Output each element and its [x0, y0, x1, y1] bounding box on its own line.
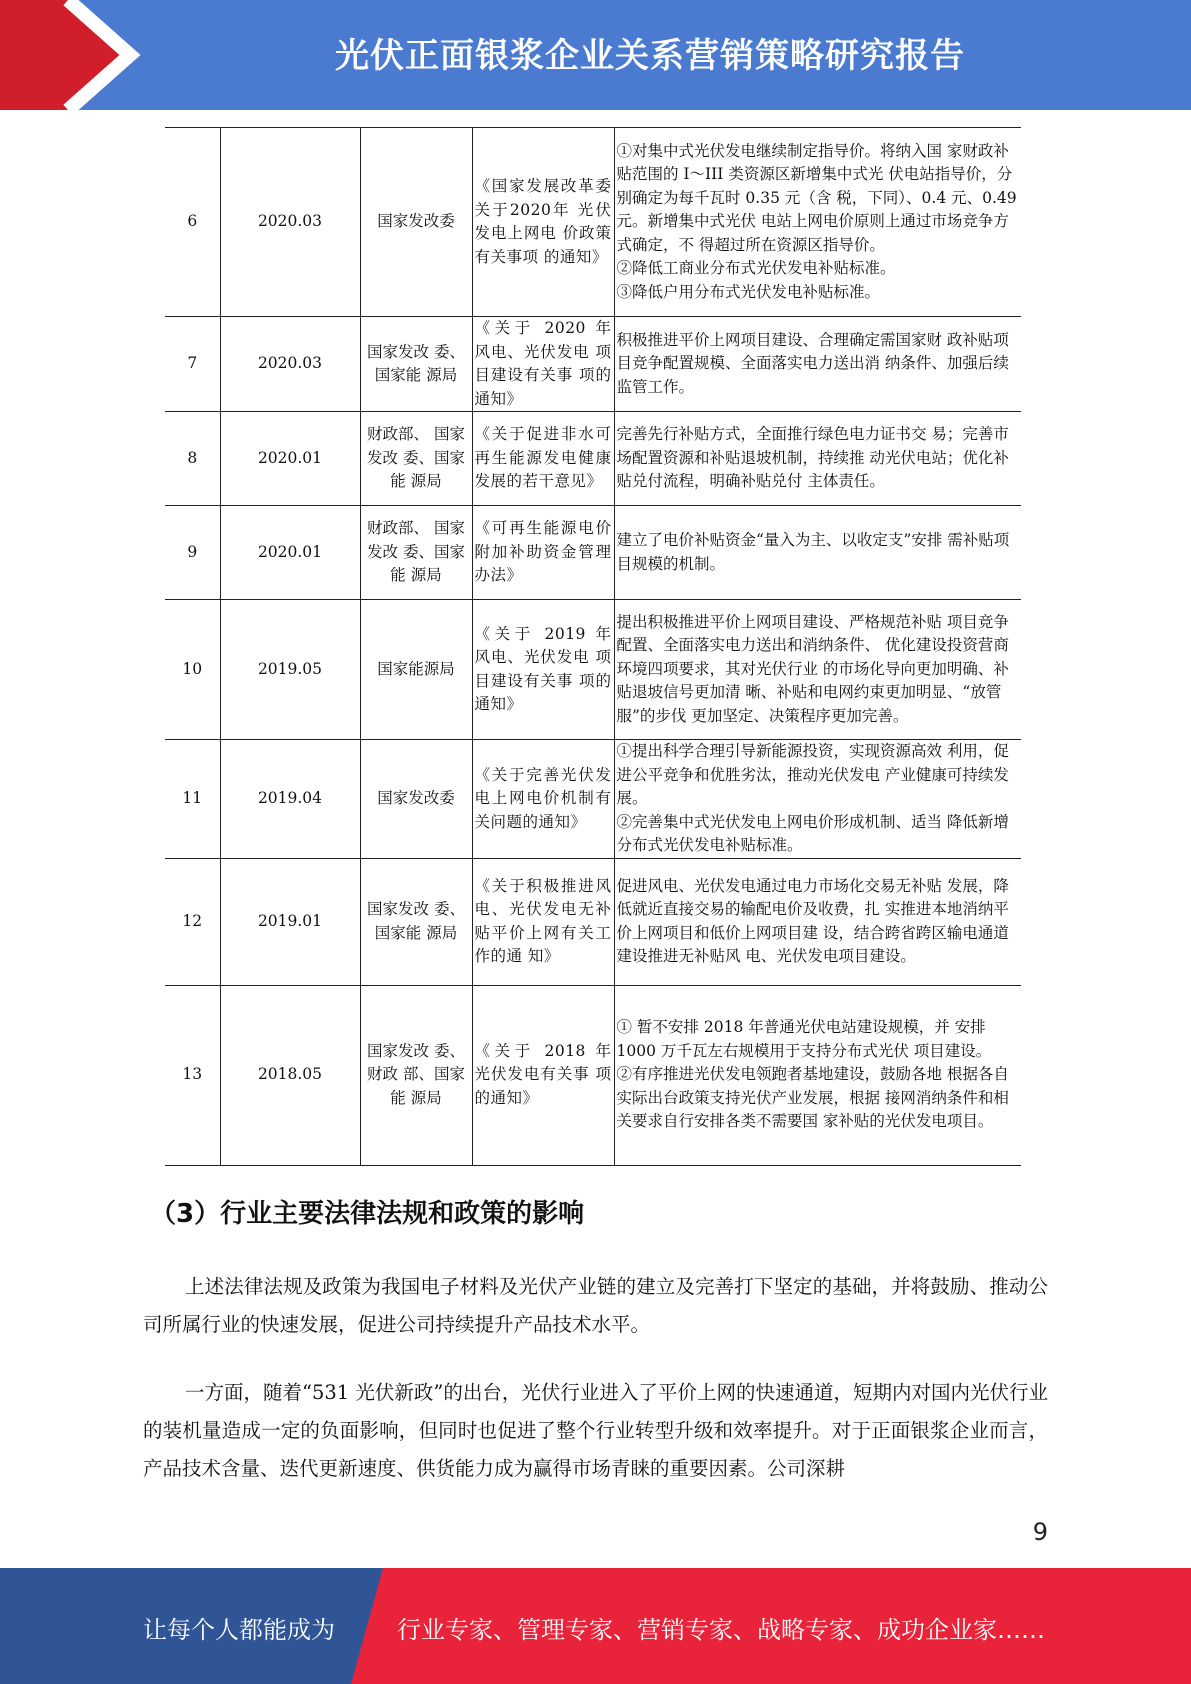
content-item: ① 暂不安排 2018 年普通光伏电站建设规模，并 安排 1000 万千瓦左右规模用于支持分布式光伏 项目建设。: [616, 1018, 992, 1060]
row-department-cell: 国家发改 委、国家能 源局: [360, 317, 472, 412]
content-item: ①提出科学合理引导新能源投资，实现资源高效 利用，促进公平竞争和优胜劣汰，推动光伏发电 产业健康可持续发展。: [616, 742, 1009, 807]
table-row: [165, 985, 1021, 1165]
row-date-cell: 2019.05: [220, 600, 360, 740]
row-document-cell: 《关于完善光伏发电上网电价机制有关问题的通知》: [472, 740, 614, 859]
row-content-cell: [614, 858, 1021, 985]
row-date-cell: 2019.04: [220, 740, 360, 859]
footer-slogan-right: 行业专家、管理专家、营销专家、战略专家、成功企业家……: [397, 1616, 1045, 1644]
row-date-cell: 2018.05: [220, 985, 360, 1165]
policy-table: [165, 127, 1021, 1166]
content-item: ②降低工商业分布式光伏发电补贴标准。: [616, 259, 896, 278]
row-document-cell: 《国家发展改革委关于2020年 光伏发电上网电 价政策有关事项 的通知》: [472, 128, 614, 317]
row-number-cell: 7: [165, 317, 220, 412]
page-header: [0, 0, 1191, 110]
row-number-cell: 10: [165, 600, 220, 740]
table-row: [165, 128, 1021, 317]
row-department-cell: 国家发改委: [360, 740, 472, 859]
row-document-cell: 《关于 2019 年 风电、光伏发电 项目建设有关事 项的通知》: [472, 600, 614, 740]
row-date-cell: 2020.03: [220, 317, 360, 412]
content-item: ②完善集中式光伏发电上网电价形成机制、适当 降低新增分布式光伏发电补贴标准。: [616, 812, 1009, 854]
row-number-cell: 11: [165, 740, 220, 859]
table-row: [165, 506, 1021, 600]
row-content-cell: [614, 506, 1021, 600]
content-item: ①对集中式光伏发电继续制定指导价。将纳入国 家财政补贴范围的 I～III 类资源区新增集中式光 伏电站指导价，分别确定为每千瓦时 0.35 元（含 税，下同）、0.4 元、0.49 元。新增集中式光伏 电站上网电价原则上通过市场竞争方式确定，不 得超过所在资源区指导价。: [616, 141, 1017, 254]
row-document-cell: 《关于 2020 年 风电、光伏发电 项目建设有关事 项的通知》: [472, 317, 614, 412]
page-number: 9: [1032, 1518, 1048, 1546]
row-number-cell: 9: [165, 506, 220, 600]
row-department-cell: 国家能源局: [360, 600, 472, 740]
content-item: ②有序推进光伏发电领跑者基地建设，鼓励各地 根据各自实际出台政策支持光伏产业发展，根据 接网消纳条件和相关要求自行安排各类不需要国 家补贴的光伏发电项目。: [616, 1065, 1009, 1131]
row-date-cell: 2019.01: [220, 858, 360, 985]
paragraph-1: 上述法律法规及政策为我国电子材料及光伏产业链的建立及完善打下坚定的基础，并将鼓励、推动公司所属行业的快速发展，促进公司持续提升产品技术水平。: [143, 1275, 1048, 1336]
page-footer: [0, 1568, 1191, 1684]
row-department-cell: 国家发改 委、财政 部、国家能 源局: [360, 985, 472, 1165]
content-item: 提出积极推进平价上网项目建设、严格规范补贴 项目竞争配置、全面落实电力送出和消纳条件、 优化建设投资营商环境四项要求，其对光伏行业 的市场化导向更加明确、补贴退坡信号更加清 晰、补贴和电网约束更加明显、“放管服”的步伐 更加坚定、决策程序更加完善。: [616, 612, 1009, 725]
row-number-cell: 13: [165, 985, 220, 1165]
row-department-cell: 国家发改 委、国家能 源局: [360, 858, 472, 985]
table-row: [165, 317, 1021, 412]
row-content-cell: [614, 600, 1021, 740]
table-row: [165, 740, 1021, 859]
table-row: [165, 412, 1021, 506]
row-document-cell: 《关于促进非水可再生能源发电健康发展的若干意见》: [472, 412, 614, 506]
row-department-cell: 财政部、 国家发改 委、国家能 源局: [360, 412, 472, 506]
row-date-cell: 2020.01: [220, 412, 360, 506]
row-content-cell: [614, 128, 1021, 317]
table-row: [165, 600, 1021, 740]
header-title: 光伏正面银浆企业关系营销策略研究报告: [335, 36, 965, 76]
row-content-cell: [614, 985, 1021, 1165]
row-document-cell: 《关于积极推进风电、光伏发电无补贴平价上网有关工作的通 知》: [472, 858, 614, 985]
row-document-cell: 《关于 2018 年 光伏发电有关事 项的通知》: [472, 985, 614, 1165]
row-date-cell: 2020.03: [220, 128, 360, 317]
content-item: 积极推进平价上网项目建设、合理确定需国家财 政补贴项目竞争配置规模、全面落实电力送出消 纳条件、加强后续监管工作。: [616, 330, 1009, 396]
content-item: 促进风电、光伏发电通过电力市场化交易无补贴 发展，降低就近直接交易的输配电价及收费，扎 实推进本地消纳平价上网项目和低价上网项目建 设，结合跨省跨区输电通道建设推进无补贴风 电、光伏发电项目建设。: [616, 876, 1009, 965]
row-department-cell: 国家发改委: [360, 128, 472, 317]
row-document-cell: 《可再生能源电价附加补助资金管理办法》: [472, 506, 614, 600]
row-content-cell: [614, 740, 1021, 859]
content-item: 完善先行补贴方式，全面推行绿色电力证书交 易；完善市场配置资源和补贴退坡机制，持续推 动光伏电站；优化补贴兑付流程，明确补贴兑付 主体责任。: [616, 425, 1009, 491]
content-item: ③降低户用分布式光伏发电补贴标准。: [616, 282, 881, 301]
row-date-cell: 2020.01: [220, 506, 360, 600]
paragraph-2: 一方面，随着“531 光伏新政”的出台，光伏行业进入了平价上网的快速通道，短期内对国内光伏行业的装机量造成一定的负面影响，但同时也促进了整个行业转型升级和效率提升。对于正面银浆企业而言，产品技术含量、迭代更新速度、供货能力成为赢得市场青睐的重要因素。公司深耕: [143, 1381, 1048, 1480]
row-number-cell: 12: [165, 858, 220, 985]
footer-slogan-left: 让每个人都能成为: [143, 1616, 335, 1644]
section-heading: （3）行业主要法律法规和政策的影响: [150, 1199, 585, 1229]
row-department-cell: 财政部、 国家发改 委、国家能 源局: [360, 506, 472, 600]
row-number-cell: 6: [165, 128, 220, 317]
policy-table-body: [165, 128, 1021, 1166]
row-content-cell: [614, 317, 1021, 412]
table-row: [165, 858, 1021, 985]
content-item: 建立了电价补贴资金“量入为主、以收定支”安排 需补贴项目规模的机制。: [616, 531, 1010, 573]
row-content-cell: [614, 412, 1021, 506]
row-number-cell: 8: [165, 412, 220, 506]
